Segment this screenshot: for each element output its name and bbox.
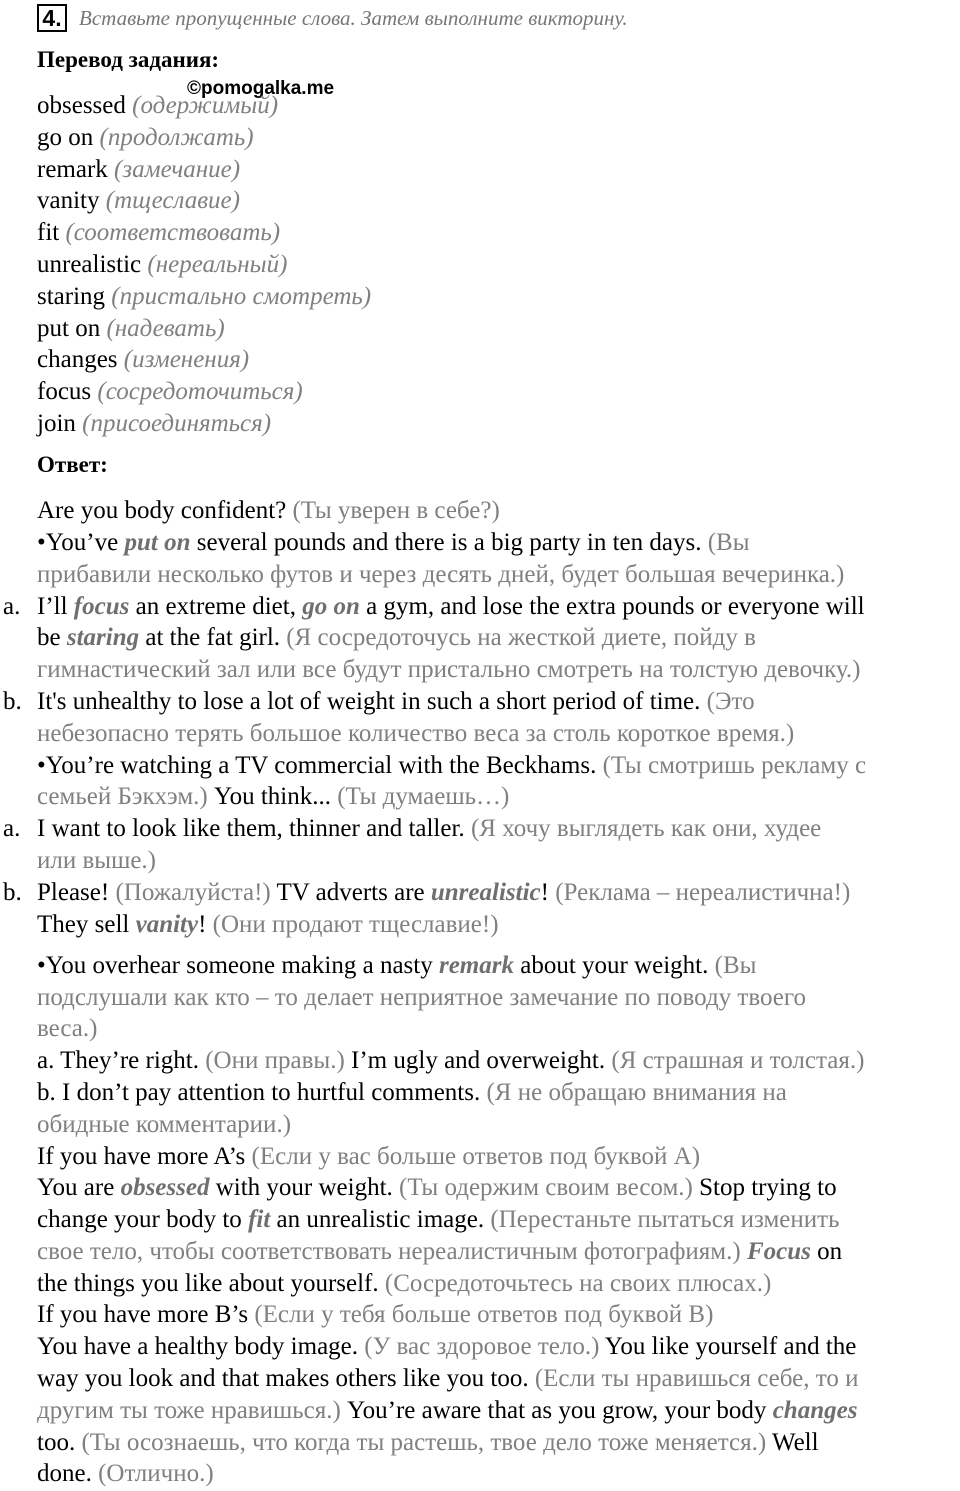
english-text: They sell: [37, 911, 136, 938]
text-line: [37, 1078, 787, 1108]
english-text: You have a healthy body image.: [37, 1333, 365, 1360]
english-text: a gym, and lose the extra pounds or everyone will: [359, 593, 865, 620]
english-text: •You overhear someone making a nasty: [37, 952, 439, 979]
task-instruction: Вставьте пропущенные слова. Затем выполните викторину.: [79, 6, 628, 30]
russian-translation: (Реклама – нереалистична!): [555, 879, 851, 906]
russian-translation: подслушали как кто – то делает неприятное замечание по поводу твоего: [37, 984, 807, 1011]
text-line: [37, 814, 821, 844]
russian-translation: небезопасно терять большое количество веса за столь короткое время.): [37, 720, 795, 747]
russian-translation: (Ты уверен в себе?): [292, 497, 500, 524]
vocab-item: [37, 282, 371, 312]
russian-translation: (Если у вас больше ответов под буквой А): [251, 1143, 701, 1170]
vocab-item: [37, 155, 240, 185]
english-text: about your weight.: [513, 952, 715, 979]
vocab-word: remark: [37, 155, 108, 183]
russian-translation: прибавили несколько футов и через десять дней, будет большая вечеринка.): [37, 561, 845, 588]
english-text: You are: [37, 1174, 121, 1201]
text-line: [37, 1110, 291, 1140]
vocab-word: staring: [37, 282, 106, 310]
vocab-translation: (надевать): [106, 314, 225, 342]
russian-translation: гимнастический зал или все будут пристально смотреть на толстую девочку.): [37, 656, 861, 683]
russian-translation: (Отлично.): [98, 1460, 214, 1487]
english-text: an unrealistic image.: [270, 1206, 491, 1233]
russian-translation: (Перестаньте пытаться изменить: [490, 1206, 840, 1233]
inserted-word: put on: [124, 529, 191, 556]
text-line: [37, 751, 866, 781]
text-line: [37, 782, 509, 812]
vocab-item: [37, 409, 271, 439]
inserted-word: staring: [66, 624, 140, 651]
russian-translation: (Я не обращаю внимания на: [486, 1079, 787, 1106]
inserted-word: obsessed: [120, 1174, 210, 1201]
english-text: an extreme diet,: [129, 593, 303, 620]
text-line: [37, 1396, 857, 1426]
inserted-word: fit: [248, 1206, 271, 1233]
vocab-word: fit: [37, 219, 60, 247]
text-line: [37, 878, 850, 908]
vocab-word: vanity: [37, 187, 100, 215]
text-line: [37, 846, 156, 876]
vocab-word: changes: [37, 346, 118, 374]
english-text: TV adverts are: [276, 879, 431, 906]
text-line: [37, 1237, 842, 1267]
watermark: ©pomogalka.me: [187, 78, 335, 99]
vocab-word: focus: [37, 378, 92, 406]
inserted-word: focus: [73, 593, 130, 620]
english-text: way you look and that makes others like you too.: [37, 1365, 535, 1392]
russian-translation: свое тело, чтобы соответствовать нереалистичным фотографиям.): [37, 1238, 747, 1265]
russian-translation: или выше.): [37, 847, 157, 874]
vocab-item: [37, 123, 254, 153]
text-line: [37, 1269, 771, 1299]
text-line: [37, 1428, 819, 1458]
text-line: [37, 719, 794, 749]
task-number: 4.: [37, 4, 67, 32]
text-line: [37, 1173, 837, 1203]
russian-translation: (Я сосредоточусь на жесткой диете, пойду в: [286, 624, 756, 651]
english-text: be: [37, 624, 67, 651]
inserted-word: unrealistic: [430, 879, 541, 906]
vocab-item: [37, 250, 287, 280]
english-text: I want to look like them, thinner and taller.: [37, 815, 471, 842]
inserted-word: changes: [772, 1397, 858, 1424]
russian-translation: веса.): [37, 1015, 98, 1042]
english-text: You’re aware that as you grow, your body: [347, 1397, 773, 1424]
russian-translation: (Если ты нравишься себе, то и: [534, 1365, 859, 1392]
english-text: done.: [37, 1460, 99, 1487]
russian-translation: (Они продают тщеславие!): [212, 911, 499, 938]
russian-translation: другим ты тоже нравишься.): [37, 1397, 348, 1424]
text-line: [37, 1046, 864, 1076]
english-text: I’ll: [37, 593, 74, 620]
text-line: [37, 655, 861, 685]
english-text: several pounds and there is a big party in ten days.: [190, 529, 708, 556]
vocab-translation: (изменения): [123, 346, 250, 374]
text-line: [37, 623, 756, 653]
english-text: It's unhealthy to lose a lot of weight in such a short period of time.: [37, 688, 707, 715]
english-text: I’m ugly and overweight.: [351, 1047, 612, 1074]
vocab-translation: (сосредоточиться): [97, 378, 303, 406]
russian-translation: (Ты смотришь рекламу с: [602, 752, 867, 779]
option-marker: a.: [3, 815, 21, 842]
text-line: [37, 1014, 97, 1044]
option-marker: b.: [3, 879, 22, 906]
russian-translation: (Ты одержим своим весом.): [399, 1174, 700, 1201]
text-line: [37, 1364, 858, 1394]
option-marker: b.: [3, 688, 22, 715]
vocab-item: [37, 218, 280, 248]
vocab-word: put on: [37, 314, 101, 342]
english-text: If you have more A’s: [37, 1143, 252, 1170]
inserted-word: Focus: [746, 1238, 811, 1265]
russian-translation: (Это: [706, 688, 755, 715]
text-line: [37, 983, 806, 1013]
text-line: [37, 1142, 700, 1172]
english-text: b. I don’t pay attention to hurtful comments.: [37, 1079, 487, 1106]
text-line: [37, 1205, 840, 1235]
vocab-translation: (присоединяться): [82, 410, 272, 437]
english-text: a. They’re right.: [37, 1047, 206, 1074]
inserted-word: go on: [302, 593, 360, 620]
english-text: If you have more B’s: [37, 1301, 255, 1328]
english-text: too.: [37, 1429, 82, 1456]
english-text: the things you like about yourself.: [37, 1270, 385, 1297]
text-line: [37, 1300, 713, 1330]
vocab-item: [37, 377, 303, 407]
russian-translation: (Ты думаешь…): [337, 783, 510, 810]
russian-translation: (Я хочу выглядеть как они, худее: [470, 815, 822, 842]
russian-translation: (Вы: [707, 529, 750, 556]
english-text: Are you body confident?: [37, 497, 293, 524]
inserted-word: vanity: [135, 911, 199, 938]
vocab-translation: (нереальный): [147, 251, 288, 278]
vocab-translation: (замечание): [114, 155, 241, 183]
translation-heading: Перевод задания:: [37, 47, 220, 72]
english-text: !: [540, 879, 556, 906]
english-text: Please!: [37, 879, 116, 906]
vocab-word: go on: [37, 123, 94, 151]
vocab-item: [37, 314, 225, 344]
vocab-translation: (пристально смотреть): [111, 282, 372, 310]
vocab-word: unrealistic: [37, 251, 142, 278]
english-text: change your body to: [37, 1206, 249, 1233]
text-line: [37, 910, 499, 940]
russian-translation: (Сосредоточьтесь на своих плюсах.): [384, 1270, 772, 1297]
english-text: Well: [771, 1429, 819, 1456]
russian-translation: (Если у тебя больше ответов под буквой В): [254, 1301, 714, 1328]
english-text: !: [198, 911, 213, 938]
english-text: •You’ve: [37, 529, 125, 556]
vocab-word: join: [37, 410, 76, 437]
text-line: [37, 528, 750, 558]
vocab-translation: (продолжать): [99, 123, 254, 151]
vocab-item: [37, 91, 278, 121]
vocab-word: obsessed: [37, 92, 126, 119]
vocab-translation: (соответствовать): [65, 219, 281, 247]
option-marker: a.: [3, 593, 21, 620]
text-line: [37, 592, 865, 622]
russian-translation: семьей Бэкхэм.): [37, 783, 215, 810]
vocab-translation: (тщеславие): [105, 187, 240, 215]
russian-translation: (Они правы.): [205, 1047, 352, 1074]
text-line: [37, 1459, 214, 1489]
text-line: [37, 560, 844, 590]
english-text: You think...: [214, 783, 338, 810]
text-line: [37, 1332, 856, 1362]
english-text: •You’re watching a TV commercial with the Beckhams.: [37, 752, 603, 779]
english-text: on: [810, 1238, 843, 1265]
text-line: [37, 687, 755, 717]
english-text: You like yourself and the: [604, 1333, 857, 1360]
russian-translation: (У вас здоровое тело.): [364, 1333, 605, 1360]
russian-translation: (Ты осознаешь, что когда ты растешь, твое дело тоже меняется.): [81, 1429, 772, 1456]
russian-translation: (Я страшная и толстая.): [611, 1047, 865, 1074]
english-text: at the fat girl.: [139, 624, 287, 651]
english-text: Stop trying to: [699, 1174, 837, 1201]
english-text: with your weight.: [209, 1174, 400, 1201]
inserted-word: remark: [438, 952, 514, 979]
russian-translation: обидные комментарии.): [37, 1111, 292, 1138]
text-line: [37, 496, 500, 526]
text-line: [37, 951, 756, 981]
vocab-item: [37, 345, 249, 375]
vocab-item: [37, 186, 240, 216]
answer-heading: Ответ:: [37, 452, 108, 477]
russian-translation: (Пожалуйста!): [115, 879, 277, 906]
vocab-translation: (одержимый): [132, 92, 279, 119]
russian-translation: (Вы: [714, 952, 757, 979]
